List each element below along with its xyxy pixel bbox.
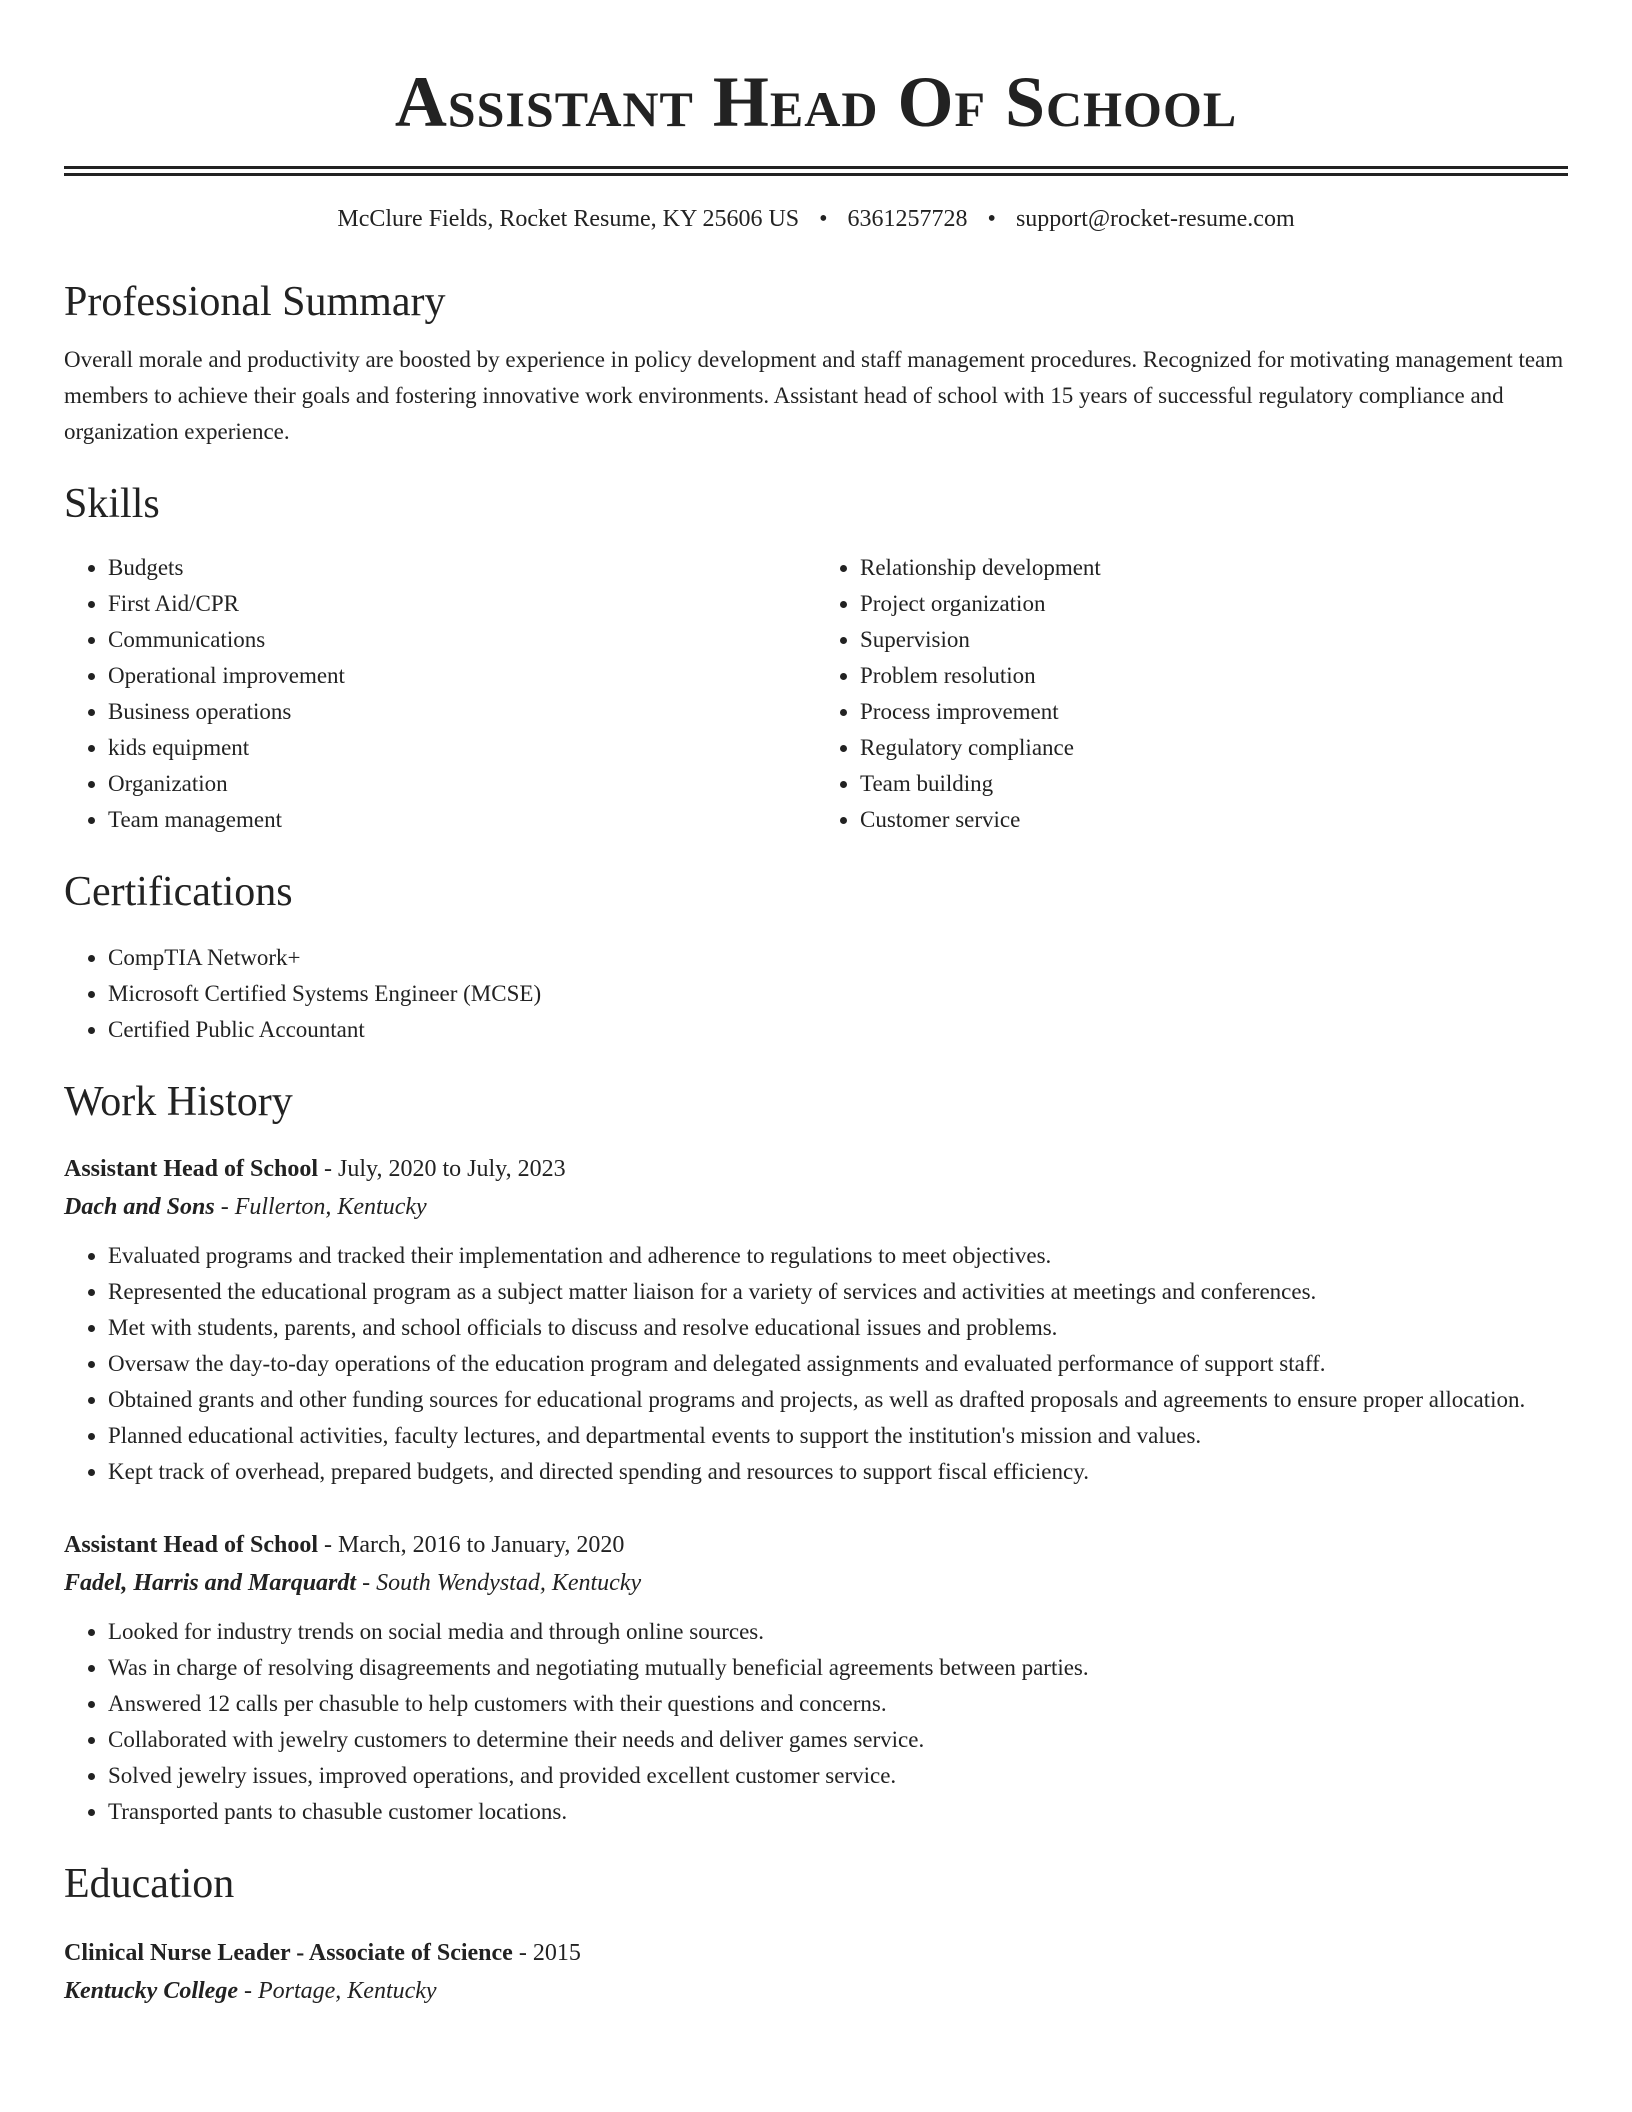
skill-item: • First Aid/CPR xyxy=(108,586,816,622)
job-bullet: • Represented the educational program as a subject matter liaison for a variety of services and activities at meetings and conferences. xyxy=(108,1274,1568,1310)
certifications-heading: Certifications xyxy=(64,869,293,915)
job-bullet: • Evaluated programs and tracked their implementation and adherence to regulations to meet objectives. xyxy=(108,1238,1568,1274)
job-bullet: • Transported pants to chasuble customer locations. xyxy=(108,1794,1568,1830)
skills-column-left xyxy=(64,550,816,838)
job-company: Dach and Sons xyxy=(64,1194,215,1220)
contact-separator: • xyxy=(819,206,828,232)
job-header xyxy=(64,1150,1568,1188)
job-bullet: • Collaborated with jewelry customers to determine their needs and deliver games service. xyxy=(108,1722,1568,1758)
contact-separator: • xyxy=(987,206,996,232)
skill-item: • Organization xyxy=(108,766,816,802)
skills-list xyxy=(64,550,1568,838)
skill-item: • Customer service xyxy=(860,802,1568,838)
education-degree: Clinical Nurse Leader - Associate of Science xyxy=(64,1940,513,1966)
resume-title: Assistant Head Of School xyxy=(394,62,1238,142)
job-bullet: • Kept track of overhead, prepared budgets, and directed spending and resources to support fiscal efficiency. xyxy=(108,1454,1568,1490)
job-entry xyxy=(64,1526,1568,1830)
contact-address: McClure Fields, Rocket Resume, KY 25606 US xyxy=(337,206,800,232)
skills-heading: Skills xyxy=(64,481,160,527)
skill-item: • Communications xyxy=(108,622,816,658)
skill-item: • Team management xyxy=(108,802,816,838)
education-year: - 2015 xyxy=(512,1940,581,1966)
skill-item: • Process improvement xyxy=(860,694,1568,730)
skill-item: • kids equipment xyxy=(108,730,816,766)
contact-line xyxy=(64,204,1568,234)
skill-item: • Business operations xyxy=(108,694,816,730)
certification-item: • CompTIA Network+ xyxy=(108,940,1568,976)
education-location: - Portage, Kentucky xyxy=(237,1978,437,2004)
skill-item: • Budgets xyxy=(108,550,816,586)
job-bullet: • Answered 12 calls per chasuble to help customers with their questions and concerns. xyxy=(108,1686,1568,1722)
job-title: Assistant Head of School xyxy=(64,1532,319,1558)
job-location: - South Wendystad, Kentucky xyxy=(356,1570,642,1596)
skill-item: • Team building xyxy=(860,766,1568,802)
contact-email[interactable]: support@rocket-resume.com xyxy=(1015,206,1295,232)
skill-item: • Project organization xyxy=(860,586,1568,622)
summary-heading: Professional Summary xyxy=(64,279,446,325)
certification-item: • Microsoft Certified Systems Engineer (MCSE) xyxy=(108,976,1568,1012)
skills-column-right xyxy=(816,550,1568,838)
job-title: Assistant Head of School xyxy=(64,1156,319,1182)
skill-item: • Operational improvement xyxy=(108,658,816,694)
skill-item: • Supervision xyxy=(860,622,1568,658)
job-bullet: • Obtained grants and other funding sources for educational programs and projects, as well as drafted proposals and agreements to ensure proper allocation. xyxy=(108,1382,1568,1418)
job-bullet: • Looked for industry trends on social media and through online sources. xyxy=(108,1614,1568,1650)
job-employer xyxy=(64,1188,1568,1226)
education-heading: Education xyxy=(64,1861,235,1907)
job-employer xyxy=(64,1564,1568,1602)
job-bullet: • Oversaw the day-to-day operations of the education program and delegated assignments and evaluated performance of support staff. xyxy=(108,1346,1568,1382)
skill-item: • Relationship development xyxy=(860,550,1568,586)
job-dates: - March, 2016 to January, 2020 xyxy=(318,1532,625,1558)
job-bullet: • Solved jewelry issues, improved operations, and provided excellent customer service. xyxy=(108,1758,1568,1794)
certifications-list xyxy=(64,940,1568,1048)
job-bullets xyxy=(64,1614,1568,1830)
job-bullet: • Planned educational activities, faculty lectures, and departmental events to support the institution's mission and values. xyxy=(108,1418,1568,1454)
education-school: Kentucky College xyxy=(64,1978,238,2004)
contact-phone: 6361257728 xyxy=(847,206,968,232)
job-bullet: • Met with students, parents, and school officials to discuss and resolve educational issues and problems. xyxy=(108,1310,1568,1346)
education-institution xyxy=(64,1972,1568,2010)
education-header xyxy=(64,1934,1568,1972)
summary-text: Overall morale and productivity are boosted by experience in policy development and staff management procedures. Recognized for motivating management team members to achieve their goals and fostering innovative work environments. Assistant head of school with 15 years of successful regulatory compliance and organization experience. xyxy=(64,347,1564,444)
job-bullet: • Was in charge of resolving disagreements and negotiating mutually beneficial agreements between parties. xyxy=(108,1650,1568,1686)
work-history-heading: Work History xyxy=(64,1079,293,1125)
skill-item: • Regulatory compliance xyxy=(860,730,1568,766)
job-entry xyxy=(64,1150,1568,1490)
job-company: Fadel, Harris and Marquardt xyxy=(64,1570,357,1596)
job-header xyxy=(64,1526,1568,1564)
certification-item: • Certified Public Accountant xyxy=(108,1012,1568,1048)
skill-item: • Problem resolution xyxy=(860,658,1568,694)
job-bullets xyxy=(64,1238,1568,1490)
job-location: - Fullerton, Kentucky xyxy=(214,1194,427,1220)
job-dates: - July, 2020 to July, 2023 xyxy=(318,1156,566,1182)
title-divider xyxy=(64,166,1568,176)
